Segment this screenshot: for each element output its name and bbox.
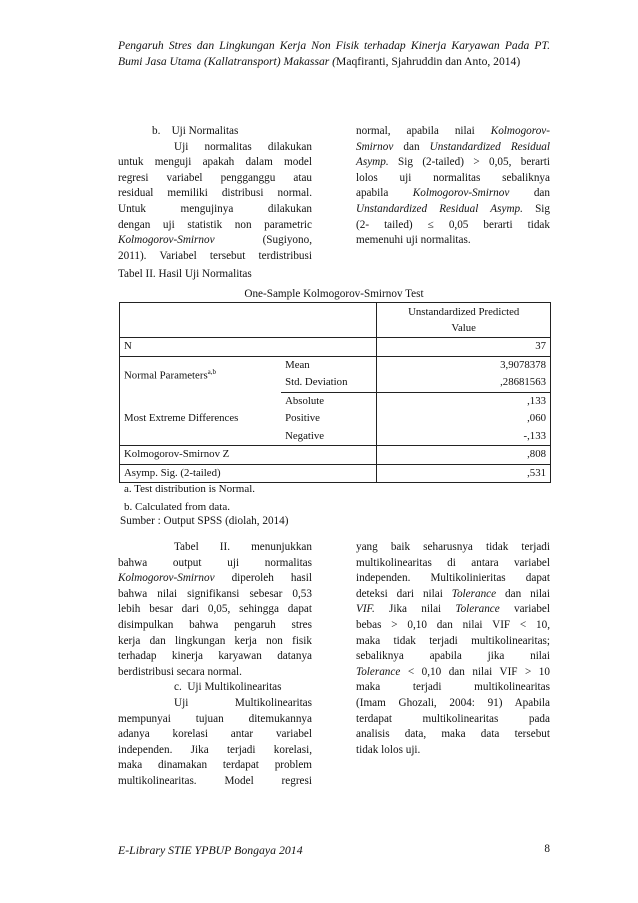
- text-line: untuk menguji apakah dalam model: [118, 156, 312, 169]
- table-note-b: b. Calculated from data.: [124, 501, 230, 513]
- text-line: 2011). Variabel tersebut terdistribusi: [118, 249, 312, 262]
- text-line: yang baik seharusnya tidak terjadi: [356, 541, 550, 553]
- page-number: 8: [544, 843, 550, 855]
- italic-term: Smirnov: [356, 140, 394, 153]
- text-line: terhadap kinerja karyawan datanya: [118, 650, 312, 663]
- footer-library: E-Library STIE YPBUP Bongaya 2014: [118, 843, 303, 857]
- text-line: Uji Multikolinearitas: [174, 696, 312, 709]
- italic-term: Kolmogorov-Smirnov: [412, 187, 510, 200]
- header-article-title: Pengaruh Stres dan Lingkungan Kerja Non Fisik terhadap Kinerja Karyawan Pada PT. Bumi Jasa Utama (Kallatransport) Makassar (: [118, 39, 550, 68]
- text-line: terdapat multikolinearitas pada: [356, 712, 550, 725]
- text-span: normal, apabila nilai: [356, 125, 491, 137]
- table-title: One-Sample Kolmogorov-Smirnov Test: [244, 288, 424, 300]
- header-blank-cell: [120, 303, 377, 338]
- text-line: [356, 202, 550, 218]
- italic-term: Kolmogorov-Smirnov: [118, 234, 215, 247]
- text-line: disimpulkan bahwa pengaruh stres: [118, 618, 312, 631]
- row-sublabel: Absolute: [285, 394, 325, 407]
- italic-term: Tolerance: [451, 587, 497, 600]
- italic-term: Unstandardized Residual: [429, 140, 550, 153]
- table-note-a: a. Test distribution is Normal.: [124, 483, 256, 495]
- text-span: deteksi dari nilai: [356, 587, 452, 600]
- text-line: maka dinamakan terdapat problem: [118, 759, 312, 772]
- text-line: mempunyai tujuan ditemukannya: [118, 712, 312, 725]
- cell-value: ,060: [377, 410, 551, 428]
- text-line: independen. Multikolinieritas dapat: [356, 572, 550, 585]
- text-line: independen. Jika terjadi korelasi,: [118, 743, 312, 756]
- text-span: apabila: [356, 187, 413, 200]
- text-line: (2- tailed) ≤ 0,05 berarti tidak: [356, 218, 550, 231]
- cell-value: ,133: [377, 392, 551, 410]
- text-line: [356, 186, 550, 202]
- text-span: < 0,10 dan nilai VIF > 10: [400, 665, 550, 678]
- text-span: dan: [393, 140, 430, 153]
- normality-table: [119, 302, 551, 483]
- text-line: (Imam Ghozali, 2004: 91) Apabila: [356, 696, 550, 709]
- row-label: N: [120, 338, 377, 357]
- text-line: Tabel II. menunjukkan: [174, 541, 312, 553]
- text-line: kerja dan lingkungan kerja non fisik: [118, 634, 312, 647]
- text-line: [356, 140, 550, 156]
- table-row: [120, 464, 551, 483]
- row-label: Most Extreme Differences: [120, 392, 282, 446]
- column-header-line: Unstandardized Predicted: [408, 306, 520, 318]
- cell-value: 37: [377, 338, 551, 357]
- italic-term: VIF.: [356, 603, 375, 616]
- cell-value: -,133: [377, 428, 551, 446]
- text-line: [356, 124, 550, 140]
- table-caption: Tabel II. Hasil Uji Normalitas: [118, 268, 252, 280]
- row-sublabel: Positive: [285, 412, 320, 424]
- row-label: Asymp. Sig. (2-tailed): [120, 464, 377, 483]
- text-line: lolos uji normalitas sebaliknya: [356, 171, 550, 184]
- row-label: Kolmogorov-Smirnov Z: [120, 446, 377, 465]
- text-span: diperoleh hasil: [214, 572, 312, 585]
- text-line: regresi variabel pengganggu atau: [118, 171, 312, 184]
- text-line: [356, 155, 550, 171]
- row-sublabel: Mean: [285, 358, 310, 371]
- text-line: memenuhi uji normalitas.: [356, 234, 471, 247]
- italic-term: Asymp.: [356, 156, 389, 169]
- text-span: Sig: [522, 202, 550, 215]
- superscript: a,b: [207, 367, 217, 376]
- header-authors: Maqfiranti, Sjahruddin dan Anto, 2014): [336, 54, 521, 68]
- section-b-heading: b. Uji Normalitas: [152, 125, 239, 137]
- italic-term: Unstandardized Residual Asymp.: [356, 202, 523, 215]
- text-line: bebas > 0,10 dan nilai VIF < 10,: [356, 618, 550, 631]
- italic-term: Tolerance: [356, 665, 401, 678]
- italic-term: Tolerance: [455, 603, 500, 616]
- italic-term: Kolmogorov-Smirnov: [118, 572, 215, 585]
- text-line: multikolinearitas di antara variabel: [356, 556, 550, 569]
- text-line: maka terjadi multikolinearitas: [356, 681, 550, 694]
- text-line: [118, 571, 312, 587]
- table-row: [120, 446, 551, 465]
- table-header-row: [120, 303, 551, 338]
- text-line: lebih besar dari 0,05, sehingga dapat: [118, 603, 312, 616]
- text-span: Normal Parameters: [124, 369, 208, 382]
- text-line: bahwa nilai signifikansi sebesar 0,53: [118, 587, 312, 600]
- text-line: [356, 602, 550, 618]
- row-sublabel: Negative: [281, 428, 377, 446]
- text-span: Sig (2-tailed) > 0,05, berarti: [388, 156, 550, 169]
- text-line: residual memiliki distribusi normal.: [118, 187, 312, 200]
- table-source: Sumber : Output SPSS (diolah, 2014): [120, 515, 289, 527]
- text-line: sebaliknya apabila jika nilai: [356, 650, 550, 663]
- text-span: dan: [509, 187, 550, 200]
- text-line: adanya korelasi antar variabel: [118, 728, 312, 741]
- left-column-bottom: [118, 540, 312, 790]
- right-column-bottom: [356, 540, 550, 758]
- text-line: multikolinearitas. Model regresi: [118, 774, 312, 787]
- column-header-line: Value: [451, 322, 476, 334]
- row-sublabel: Std. Deviation: [281, 374, 377, 392]
- cell-value: ,808: [377, 446, 551, 465]
- text-span: dan nilai: [496, 587, 551, 600]
- running-header: [118, 38, 550, 70]
- table-row: [120, 338, 551, 357]
- text-line: Untuk mengujinya dilakukan: [118, 202, 312, 215]
- column-header: [377, 303, 551, 338]
- text-line: berdistribusi secara normal.: [118, 665, 242, 678]
- cell-value: ,28681563: [377, 374, 551, 392]
- italic-term: Kolmogorov-: [490, 125, 550, 137]
- text-line: [356, 587, 550, 603]
- text-line: [356, 665, 550, 681]
- text-line: Uji normalitas dilakukan: [174, 140, 312, 153]
- text-line: tidak lolos uji.: [356, 743, 421, 756]
- text-line: bahwa output uji normalitas: [118, 556, 312, 569]
- cell-value: 3,9078378: [377, 356, 551, 374]
- text-line: analisis data, maka data tersebut: [356, 728, 550, 741]
- cell-value: ,531: [377, 464, 551, 483]
- section-b-text: [118, 124, 312, 264]
- text-line: maka tidak terjadi multikolinearitas;: [356, 634, 550, 647]
- row-label: [120, 356, 282, 392]
- table-row: [120, 356, 551, 374]
- text-span: (Sugiyono,: [262, 234, 312, 247]
- table-row: [120, 392, 551, 410]
- section-c-heading: c. Uji Multikolinearitas: [174, 681, 282, 694]
- text-line: dengan uji statistik non parametric: [118, 218, 312, 231]
- text-span: Jika nilai: [374, 603, 456, 616]
- right-column-top: [356, 124, 550, 249]
- text-span: variabel: [499, 603, 551, 616]
- text-line: [118, 233, 312, 249]
